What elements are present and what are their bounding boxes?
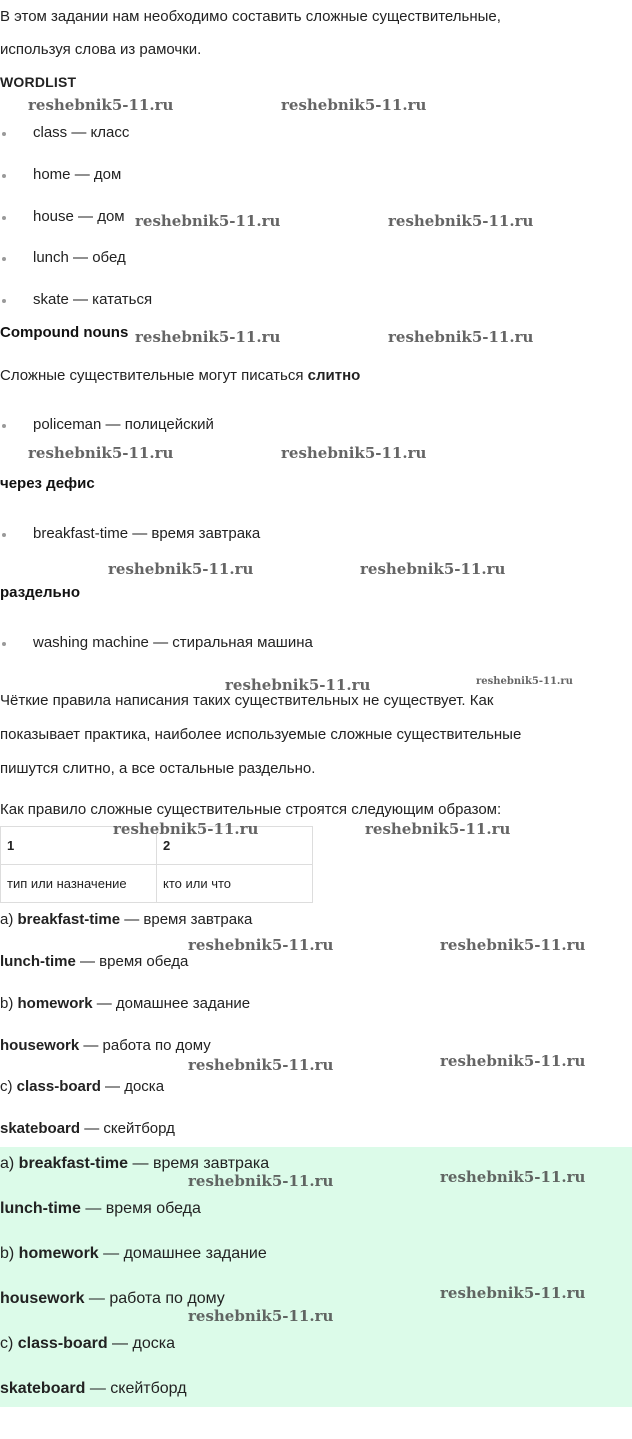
wordlist-item-text: lunch — обед [33,249,126,266]
answer-word: homework [18,1245,99,1262]
intro-line-1: В этом задании нам необходимо составить сложные существительные, [0,8,501,25]
answer-prefix: a) [0,1155,19,1172]
wordlist-item [18,165,121,185]
example-translation: — скейтборд [80,1120,175,1137]
watermark: reshebnik5-11.ru [440,1052,586,1070]
compound-title: Compound nouns [0,324,129,341]
rules-line-2: показывает практика, наиболее используемые сложные существительные [0,726,522,743]
example-word: housework [0,1037,80,1054]
answer-prefix: c) [0,1335,18,1352]
example-translation: — домашнее задание [92,995,251,1012]
watermark: reshebnik5-11.ru [440,936,586,954]
example-line [0,994,250,1014]
answer-word: breakfast-time [18,1155,129,1172]
structure-line: Как правило сложные существительные строятся следующим образом: [0,801,502,818]
example-prefix: c) [0,1078,17,1095]
watermark: reshebnik5-11.ru [365,820,511,838]
answer-line [0,1289,225,1309]
example-translation: — доска [100,1078,165,1095]
watermark: reshebnik5-11.ru [188,936,334,954]
watermark: reshebnik5-11.ru [135,212,281,230]
answer-line [0,1199,201,1219]
answer-translation: — время обеда [80,1200,201,1217]
example-translation: — время обеда [75,953,189,970]
example-word: skateboard [0,1120,81,1137]
answer-line [0,1154,269,1174]
example-word: lunch-time [0,953,76,970]
answer-line [0,1379,187,1399]
wordlist-item [18,207,125,227]
wordlist-item-text: class — класс [33,124,130,141]
example-line [0,1036,211,1056]
hyphen-title: через дефис [0,475,95,492]
table-row [1,865,313,903]
watermark: reshebnik5-11.ru [28,444,174,462]
watermark: reshebnik5-11.ru [188,1307,334,1325]
wordlist-title: WORDLIST [0,74,77,90]
watermark: reshebnik5-11.ru [476,676,573,687]
example-line [0,952,188,972]
example-word: homework [17,995,93,1012]
wordlist-item [18,248,126,268]
answer-word: lunch-time [0,1200,81,1217]
together-prefix: Сложные существительные могут писаться [0,367,308,384]
hyphen-example: breakfast-time — время завтрака [33,525,261,542]
watermark: reshebnik5-11.ru [440,1284,586,1302]
answer-word: class-board [17,1335,108,1352]
answer-line [0,1244,267,1264]
watermark: reshebnik5-11.ru [135,328,281,346]
answer-word: housework [0,1290,85,1307]
watermark: reshebnik5-11.ru [188,1172,334,1190]
answer-translation: — скейтборд [85,1380,187,1397]
watermark: reshebnik5-11.ru [388,328,534,346]
answer-translation: — время завтрака [128,1155,270,1172]
separate-example: washing machine — стиральная машина [33,634,313,651]
example-word: class-board [16,1078,101,1095]
rules-line-3: пишутся слитно, а все остальные раздельно. [0,760,316,777]
watermark: reshebnik5-11.ru [281,444,427,462]
answer-translation: — доска [107,1335,175,1352]
wordlist-item-text: house — дом [33,208,125,225]
example-line [0,1077,164,1097]
watermark: reshebnik5-11.ru [108,560,254,578]
wordlist-item-text: skate — кататься [33,291,153,308]
hyphen-example-item [18,524,260,544]
watermark: reshebnik5-11.ru [28,96,174,114]
watermark: reshebnik5-11.ru [113,820,259,838]
example-prefix: a) [0,911,18,928]
together-example: policeman — полицейский [33,416,214,433]
example-prefix: b) [0,995,18,1012]
together-bold: слитно [307,367,361,384]
intro-line-2: используя слова из рамочки. [0,41,202,58]
watermark: reshebnik5-11.ru [188,1056,334,1074]
answer-word: skateboard [0,1380,86,1397]
answer-translation: — домашнее задание [98,1245,267,1262]
example-line [0,910,252,930]
table-cell: кто или что [157,865,313,903]
answer-line [0,1334,175,1354]
answer-prefix: b) [0,1245,19,1262]
separate-title: раздельно [0,584,80,601]
answer-translation: — работа по дому [84,1290,225,1307]
watermark: reshebnik5-11.ru [225,676,371,694]
table-header-cell: 1 [1,827,157,865]
table-header-cell: 2 [157,827,313,865]
watermark: reshebnik5-11.ru [360,560,506,578]
separate-example-item [18,633,313,653]
watermark: reshebnik5-11.ru [388,212,534,230]
table-cell: тип или назначение [1,865,157,903]
wordlist-item [18,123,129,143]
wordlist-item [18,290,152,310]
example-line [0,1119,175,1139]
example-word: breakfast-time [17,911,121,928]
rules-line-1: Чёткие правила написания таких существительных не существует. Как [0,692,494,709]
together-example-item [18,415,214,435]
example-translation: — время завтрака [120,911,253,928]
compound-together-line [0,366,360,386]
wordlist-item-text: home — дом [33,166,122,183]
watermark: reshebnik5-11.ru [440,1168,586,1186]
example-translation: — работа по дому [79,1037,211,1054]
watermark: reshebnik5-11.ru [281,96,427,114]
